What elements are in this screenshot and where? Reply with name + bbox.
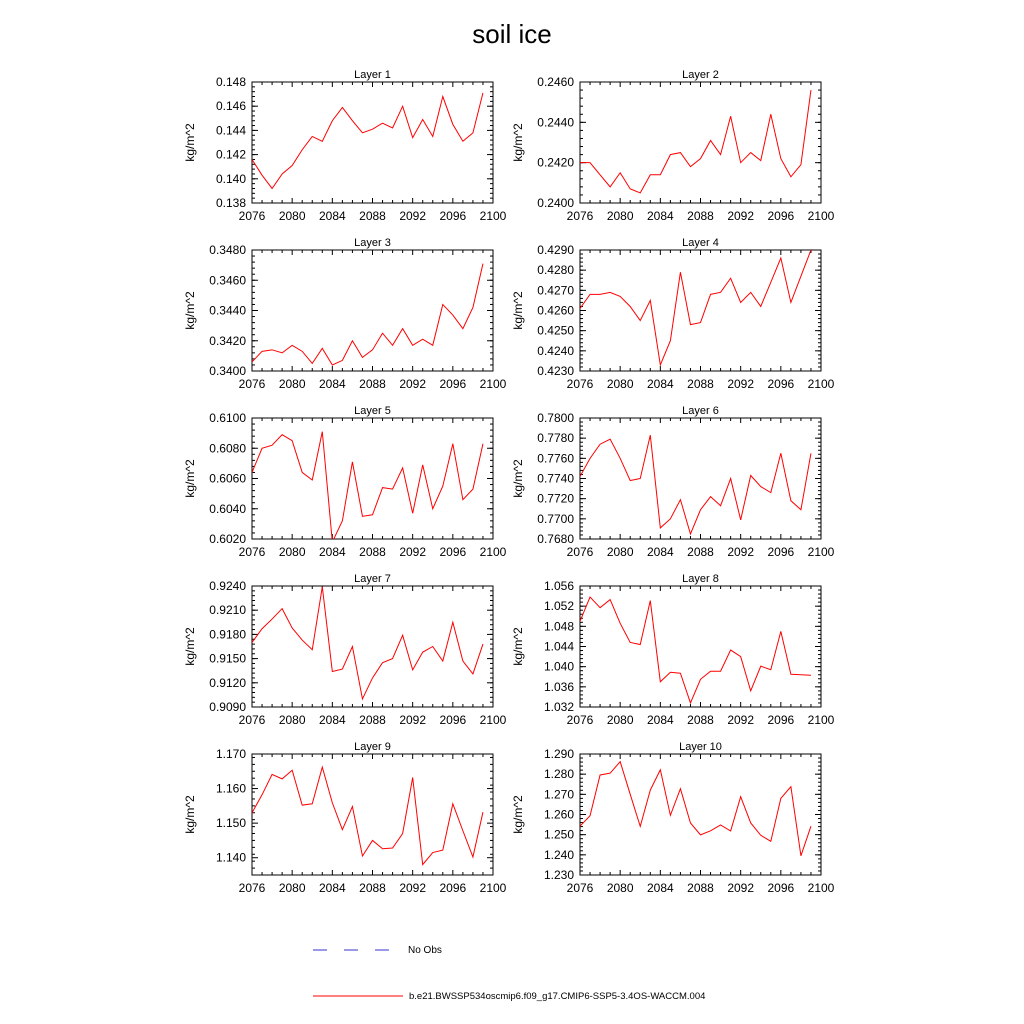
y-tick-label: 0.138: [215, 196, 246, 210]
x-tick-label: 2092: [399, 209, 427, 223]
y-tick-label: 0.3400: [209, 364, 246, 378]
y-tick-label: 0.7800: [537, 411, 574, 425]
x-tick-label: 2100: [807, 209, 835, 223]
panel-title: Layer 3: [354, 237, 391, 249]
x-tick-label: 2092: [399, 713, 427, 727]
y-tick-label: 1.052: [543, 599, 574, 614]
x-tick-label: 2100: [479, 545, 507, 559]
x-tick-label: 2092: [727, 545, 755, 559]
x-tick-label: 2076: [566, 209, 594, 223]
y-tick-label: 0.7780: [537, 431, 574, 446]
y-tick-label: 0.6040: [209, 501, 246, 516]
panel-title: Layer 4: [682, 237, 719, 249]
y-tick-label: 1.160: [215, 781, 246, 796]
x-tick-label: 2080: [606, 713, 634, 727]
x-tick-label: 2088: [687, 881, 714, 895]
x-tick-label: 2096: [767, 209, 795, 223]
x-tick-label: 2092: [399, 545, 427, 559]
y-tick-label: 1.240: [543, 847, 574, 862]
x-tick-label: 2076: [566, 713, 594, 727]
legend: [313, 945, 705, 1002]
y-axis-label: kg/m^2: [183, 123, 197, 162]
x-tick-label: 2080: [278, 713, 306, 727]
y-tick-label: 0.9240: [209, 579, 246, 593]
y-axis-label: kg/m^2: [511, 795, 525, 834]
y-tick-label: 0.6100: [209, 411, 246, 425]
chart-panel-layer-3: [183, 237, 507, 391]
x-tick-label: 2076: [566, 545, 594, 559]
series-line: [242, 432, 483, 542]
panel-title: Layer 8: [682, 573, 719, 585]
x-tick-label: 2096: [767, 881, 795, 895]
chart-panel-layer-9: [183, 741, 507, 895]
y-axis-label: kg/m^2: [183, 795, 197, 834]
x-tick-label: 2100: [479, 377, 507, 391]
x-tick-label: 2084: [646, 209, 674, 223]
x-tick-label: 2076: [238, 881, 266, 895]
y-tick-label: 0.9150: [209, 651, 246, 666]
x-tick-label: 2092: [727, 377, 755, 391]
y-tick-label: 0.2420: [537, 155, 574, 170]
chart-panel-layer-8: [511, 573, 835, 727]
series-line: [570, 90, 811, 193]
series-line: [570, 597, 811, 703]
x-tick-label: 2092: [727, 209, 755, 223]
x-tick-label: 2080: [606, 881, 634, 895]
x-tick-label: 2080: [278, 545, 306, 559]
chart-panel-layer-5: [183, 405, 507, 559]
y-tick-label: 1.250: [543, 827, 574, 842]
y-tick-label: 0.2400: [537, 196, 574, 210]
x-tick-label: 2100: [807, 713, 835, 727]
x-tick-label: 2076: [566, 881, 594, 895]
y-tick-label: 0.4290: [537, 243, 574, 257]
x-tick-label: 2096: [767, 713, 795, 727]
x-tick-label: 2100: [807, 881, 835, 895]
x-tick-label: 2096: [439, 881, 467, 895]
plot-frame: [252, 250, 493, 371]
chart-panel-layer-4: [511, 237, 835, 391]
y-tick-label: 0.2440: [537, 115, 574, 130]
series-line: [242, 587, 483, 699]
x-tick-label: 2080: [606, 209, 634, 223]
series-line: [242, 264, 483, 370]
y-tick-label: 0.4250: [537, 323, 574, 338]
panel-title: Layer 1: [354, 69, 391, 81]
panels: [183, 69, 835, 895]
x-tick-label: 2092: [727, 713, 755, 727]
y-tick-label: 1.040: [543, 659, 574, 674]
plot-frame: [252, 82, 493, 203]
x-tick-label: 2076: [238, 713, 266, 727]
plot-frame: [252, 418, 493, 539]
y-axis-label: kg/m^2: [511, 459, 525, 498]
panel-title: Layer 7: [354, 573, 391, 585]
x-tick-label: 2084: [318, 209, 346, 223]
x-tick-label: 2088: [687, 209, 714, 223]
legend-model-label: b.e21.BWSSP534oscmip6.f09_g17.CMIP6-SSP5-3.4OS-WACCM.004: [409, 991, 706, 1002]
y-axis-label: kg/m^2: [183, 291, 197, 330]
y-axis-label: kg/m^2: [511, 627, 525, 666]
y-tick-label: 0.4280: [537, 263, 574, 278]
y-tick-label: 1.048: [543, 619, 574, 634]
x-tick-label: 2080: [606, 377, 634, 391]
plot-frame: [580, 418, 821, 539]
x-tick-label: 2088: [359, 713, 386, 727]
x-tick-label: 2088: [359, 209, 386, 223]
y-tick-label: 0.2460: [537, 75, 574, 89]
y-tick-label: 0.4260: [537, 303, 574, 318]
series-line: [570, 435, 811, 534]
x-tick-label: 2080: [278, 209, 306, 223]
x-tick-label: 2084: [646, 377, 674, 391]
y-tick-label: 0.146: [215, 99, 246, 114]
chart-panel-layer-6: [511, 405, 835, 559]
x-tick-label: 2100: [479, 881, 507, 895]
x-tick-label: 2100: [807, 377, 835, 391]
y-tick-label: 0.7740: [537, 471, 574, 486]
y-tick-label: 0.9120: [209, 675, 246, 690]
x-tick-label: 2092: [727, 881, 755, 895]
x-tick-label: 2088: [359, 377, 386, 391]
series-line: [570, 250, 811, 365]
panel-title: Layer 5: [354, 405, 391, 417]
y-tick-label: 0.3480: [209, 243, 246, 257]
y-axis-label: kg/m^2: [183, 627, 197, 666]
x-tick-label: 2096: [439, 377, 467, 391]
y-tick-label: 0.3440: [209, 303, 246, 318]
y-tick-label: 1.270: [543, 787, 574, 802]
y-tick-label: 1.036: [543, 679, 574, 694]
x-tick-label: 2080: [606, 545, 634, 559]
y-tick-label: 0.4230: [537, 364, 574, 378]
x-tick-label: 2080: [278, 881, 306, 895]
y-axis-label: kg/m^2: [511, 123, 525, 162]
x-tick-label: 2100: [479, 209, 507, 223]
panel-title: Layer 2: [682, 69, 719, 81]
x-tick-label: 2100: [479, 713, 507, 727]
y-tick-label: 0.148: [215, 75, 246, 89]
y-tick-label: 0.9090: [209, 700, 246, 714]
y-tick-label: 1.290: [543, 747, 574, 761]
x-tick-label: 2096: [767, 377, 795, 391]
plot-frame: [252, 586, 493, 707]
figure-title: soil ice: [472, 19, 552, 49]
y-tick-label: 0.140: [215, 171, 246, 186]
y-tick-label: 1.150: [215, 816, 246, 831]
y-tick-label: 1.044: [543, 639, 574, 654]
y-tick-label: 1.056: [543, 579, 574, 593]
x-tick-label: 2084: [646, 713, 674, 727]
x-tick-label: 2088: [687, 545, 714, 559]
x-tick-label: 2084: [318, 881, 346, 895]
x-tick-label: 2084: [318, 713, 346, 727]
x-tick-label: 2076: [566, 377, 594, 391]
x-tick-label: 2092: [399, 377, 427, 391]
x-tick-label: 2100: [807, 545, 835, 559]
x-tick-label: 2084: [318, 377, 346, 391]
y-tick-label: 0.9180: [209, 627, 246, 642]
y-axis-label: kg/m^2: [511, 291, 525, 330]
chart-panel-layer-2: [511, 69, 835, 223]
y-tick-label: 1.230: [543, 868, 574, 882]
y-tick-label: 0.7680: [537, 532, 574, 546]
y-tick-label: 0.6080: [209, 441, 246, 456]
y-tick-label: 0.4270: [537, 283, 574, 298]
x-tick-label: 2088: [359, 545, 386, 559]
chart-panel-layer-1: [183, 69, 507, 223]
y-tick-label: 0.142: [215, 147, 246, 162]
chart-panel-layer-10: [511, 741, 835, 895]
y-tick-label: 0.4240: [537, 343, 574, 358]
x-tick-label: 2084: [646, 545, 674, 559]
x-tick-label: 2092: [399, 881, 427, 895]
chart-panel-layer-7: [183, 573, 507, 727]
x-tick-label: 2084: [318, 545, 346, 559]
y-tick-label: 0.7700: [537, 511, 574, 526]
y-tick-label: 0.144: [215, 123, 246, 138]
plot-frame: [580, 250, 821, 371]
series-line: [242, 767, 483, 864]
x-tick-label: 2088: [687, 377, 714, 391]
y-tick-label: 0.9210: [209, 603, 246, 618]
x-tick-label: 2084: [646, 881, 674, 895]
legend-obs-label: No Obs: [408, 945, 442, 956]
y-tick-label: 1.280: [543, 767, 574, 782]
plot-frame: [580, 754, 821, 875]
x-tick-label: 2076: [238, 209, 266, 223]
series-line: [570, 762, 811, 856]
y-tick-label: 1.170: [215, 747, 246, 761]
x-tick-label: 2088: [687, 713, 714, 727]
y-tick-label: 0.3420: [209, 333, 246, 348]
x-tick-label: 2096: [439, 209, 467, 223]
y-tick-label: 0.7720: [537, 491, 574, 506]
y-tick-label: 0.6020: [209, 532, 246, 546]
panel-title: Layer 6: [682, 405, 719, 417]
x-tick-label: 2088: [359, 881, 386, 895]
y-axis-label: kg/m^2: [183, 459, 197, 498]
x-tick-label: 2076: [238, 545, 266, 559]
x-tick-label: 2096: [439, 545, 467, 559]
x-tick-label: 2076: [238, 377, 266, 391]
y-tick-label: 1.032: [543, 700, 574, 714]
plot-frame: [580, 82, 821, 203]
x-tick-label: 2096: [767, 545, 795, 559]
y-tick-label: 0.7760: [537, 451, 574, 466]
x-tick-label: 2080: [278, 377, 306, 391]
panel-title: Layer 10: [679, 741, 722, 753]
y-tick-label: 0.6060: [209, 471, 246, 486]
y-tick-label: 0.3460: [209, 273, 246, 288]
series-line: [242, 93, 483, 189]
y-tick-label: 1.140: [215, 850, 246, 865]
y-tick-label: 1.260: [543, 807, 574, 822]
panel-title: Layer 9: [354, 741, 391, 753]
x-tick-label: 2096: [439, 713, 467, 727]
